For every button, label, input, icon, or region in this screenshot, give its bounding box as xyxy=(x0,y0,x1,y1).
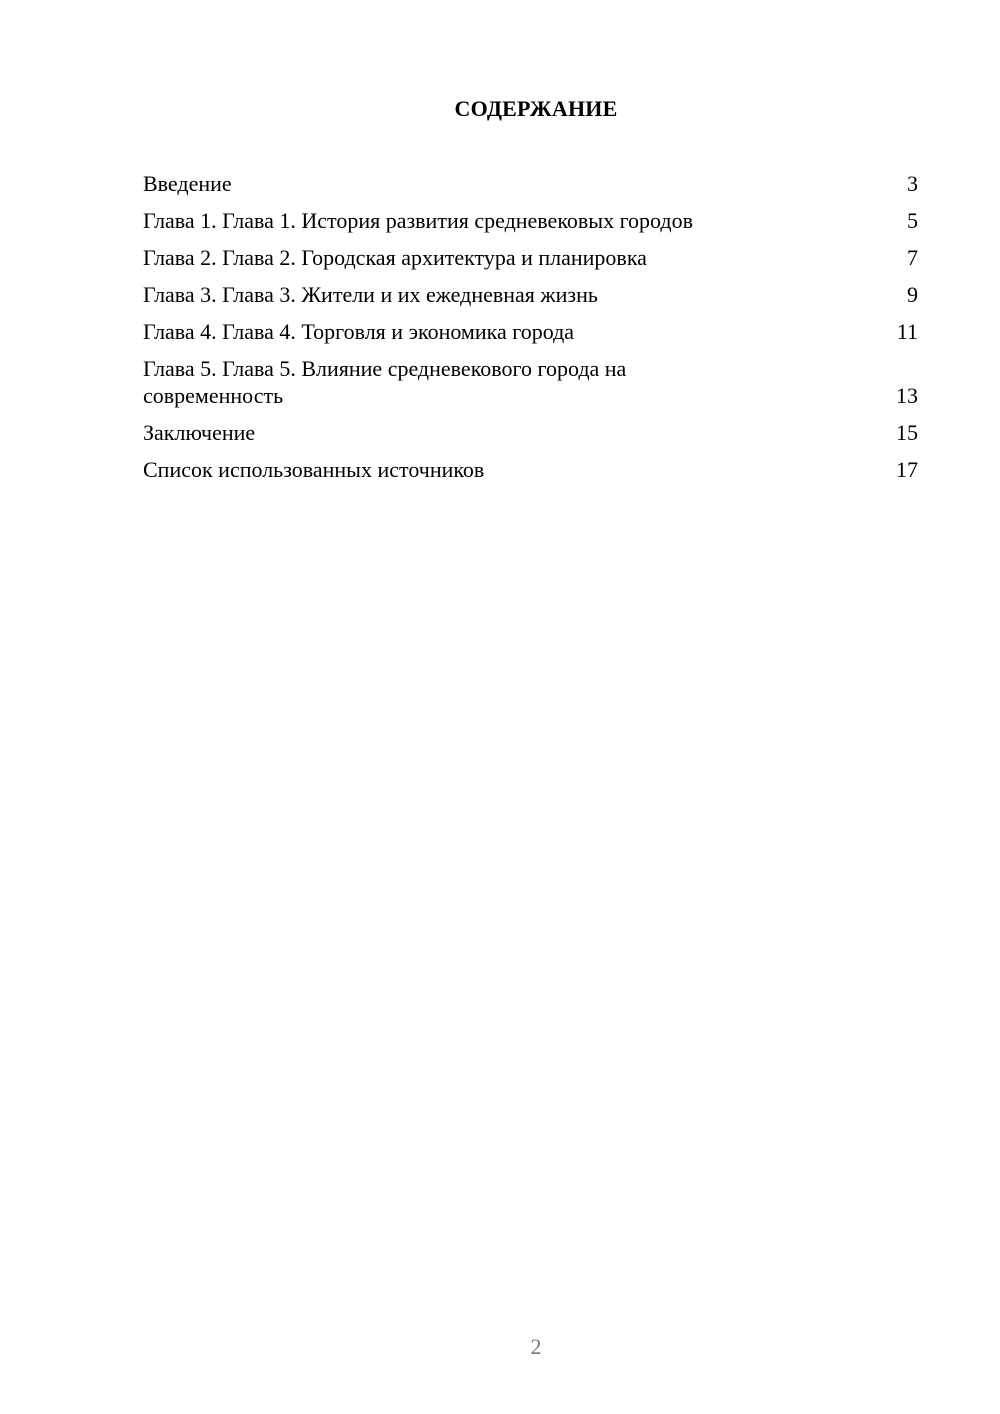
toc-entry-page: 13 xyxy=(896,383,918,408)
toc-entry-introduction[interactable] xyxy=(143,170,918,197)
toc-entry-text: Глава 2. Глава 2. Городская архитектура и планировка xyxy=(143,245,647,270)
toc-entry-page: 9 xyxy=(907,282,918,307)
toc-entry-page: 7 xyxy=(907,245,918,270)
toc-entry-text: Глава 5. Глава 5. Влияние средневекового города на современность xyxy=(143,356,627,408)
toc-entry-text: Глава 4. Глава 4. Торговля и экономика города xyxy=(143,319,575,344)
toc-entry-text: Глава 3. Глава 3. Жители и их ежедневная жизнь xyxy=(143,282,598,307)
toc-entry-text: Глава 1. Глава 1. История развития средневековых городов xyxy=(143,208,693,233)
toc-entry-page: 17 xyxy=(896,457,918,482)
toc-entry-references[interactable] xyxy=(143,456,918,483)
toc-entry-conclusion[interactable] xyxy=(143,419,918,446)
page-number: 2 xyxy=(530,1334,542,1359)
toc-title: СОДЕРЖАНИЕ xyxy=(454,96,618,121)
toc-entry-chapter-2[interactable] xyxy=(143,244,918,271)
toc-entry-chapter-1[interactable] xyxy=(143,207,918,234)
toc-entry-text: Введение xyxy=(143,171,232,196)
table-of-contents xyxy=(143,170,918,493)
toc-entry-chapter-4[interactable] xyxy=(143,318,918,345)
toc-entry-page: 3 xyxy=(907,171,918,196)
toc-entry-page: 15 xyxy=(896,420,918,445)
toc-entry-chapter-3[interactable] xyxy=(143,281,918,308)
toc-entry-page: 5 xyxy=(907,208,918,233)
toc-entry-page: 11 xyxy=(896,319,918,344)
toc-entry-text: Список использованных источников xyxy=(143,457,485,482)
toc-entry-text: Заключение xyxy=(143,420,256,445)
toc-entry-chapter-5[interactable] xyxy=(143,355,918,409)
